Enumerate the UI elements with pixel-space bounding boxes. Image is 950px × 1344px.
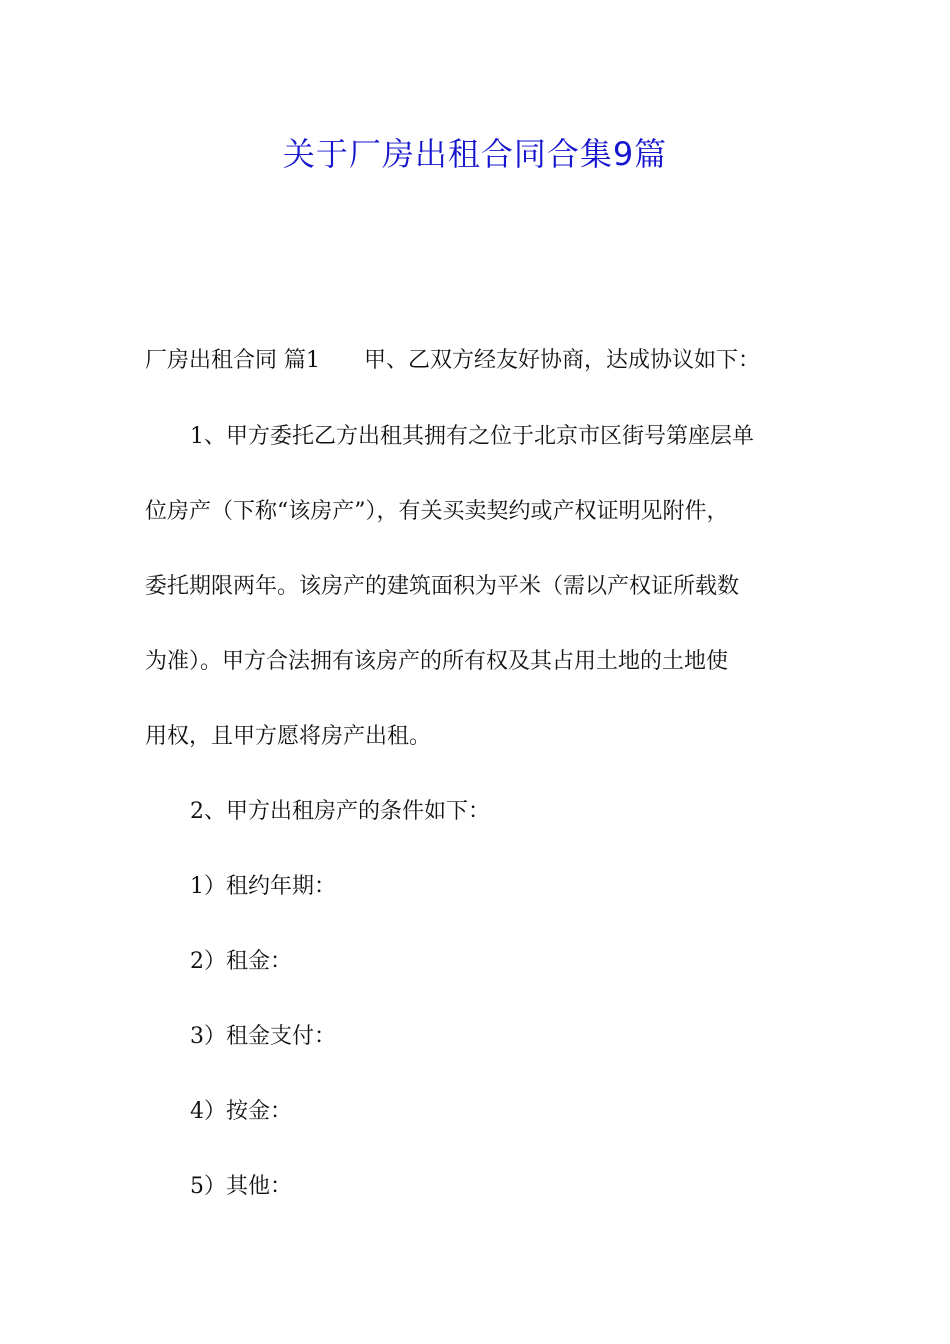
section-heading: 厂房出租合同 篇1 [145, 348, 320, 373]
document-title: 关于厂房出租合同合集9篇 [282, 135, 668, 173]
clause-1-line-5: 用权，且甲方愿将房产出租。 [145, 724, 432, 749]
clause-2: 2、甲方出租房产的条件如下： [190, 799, 490, 824]
condition-item: 4）按金： [190, 1099, 292, 1124]
clause-1-line-3: 委托期限两年。该房产的建筑面积为平米（需以产权证所载数 [145, 574, 740, 599]
clause-1-line-1: 1、甲方委托乙方出租其拥有之位于北京市区街号第座层单 [190, 424, 754, 449]
condition-item: 5）其他： [190, 1174, 292, 1199]
intro-text: 甲、乙双方经友好协商，达成协议如下： [364, 348, 761, 373]
clause-1-line-4: 为准）。甲方合法拥有该房产的所有权及其占用土地的土地使 [145, 649, 729, 674]
condition-item: 1）租约年期： [190, 874, 336, 899]
condition-item: 2）租金： [190, 949, 292, 974]
condition-item: 3）租金支付： [190, 1024, 336, 1049]
first-paragraph [145, 343, 825, 379]
clause-1-line-2: 位房产（下称“该房产”），有关买卖契约或产权证明见附件， [145, 499, 729, 524]
